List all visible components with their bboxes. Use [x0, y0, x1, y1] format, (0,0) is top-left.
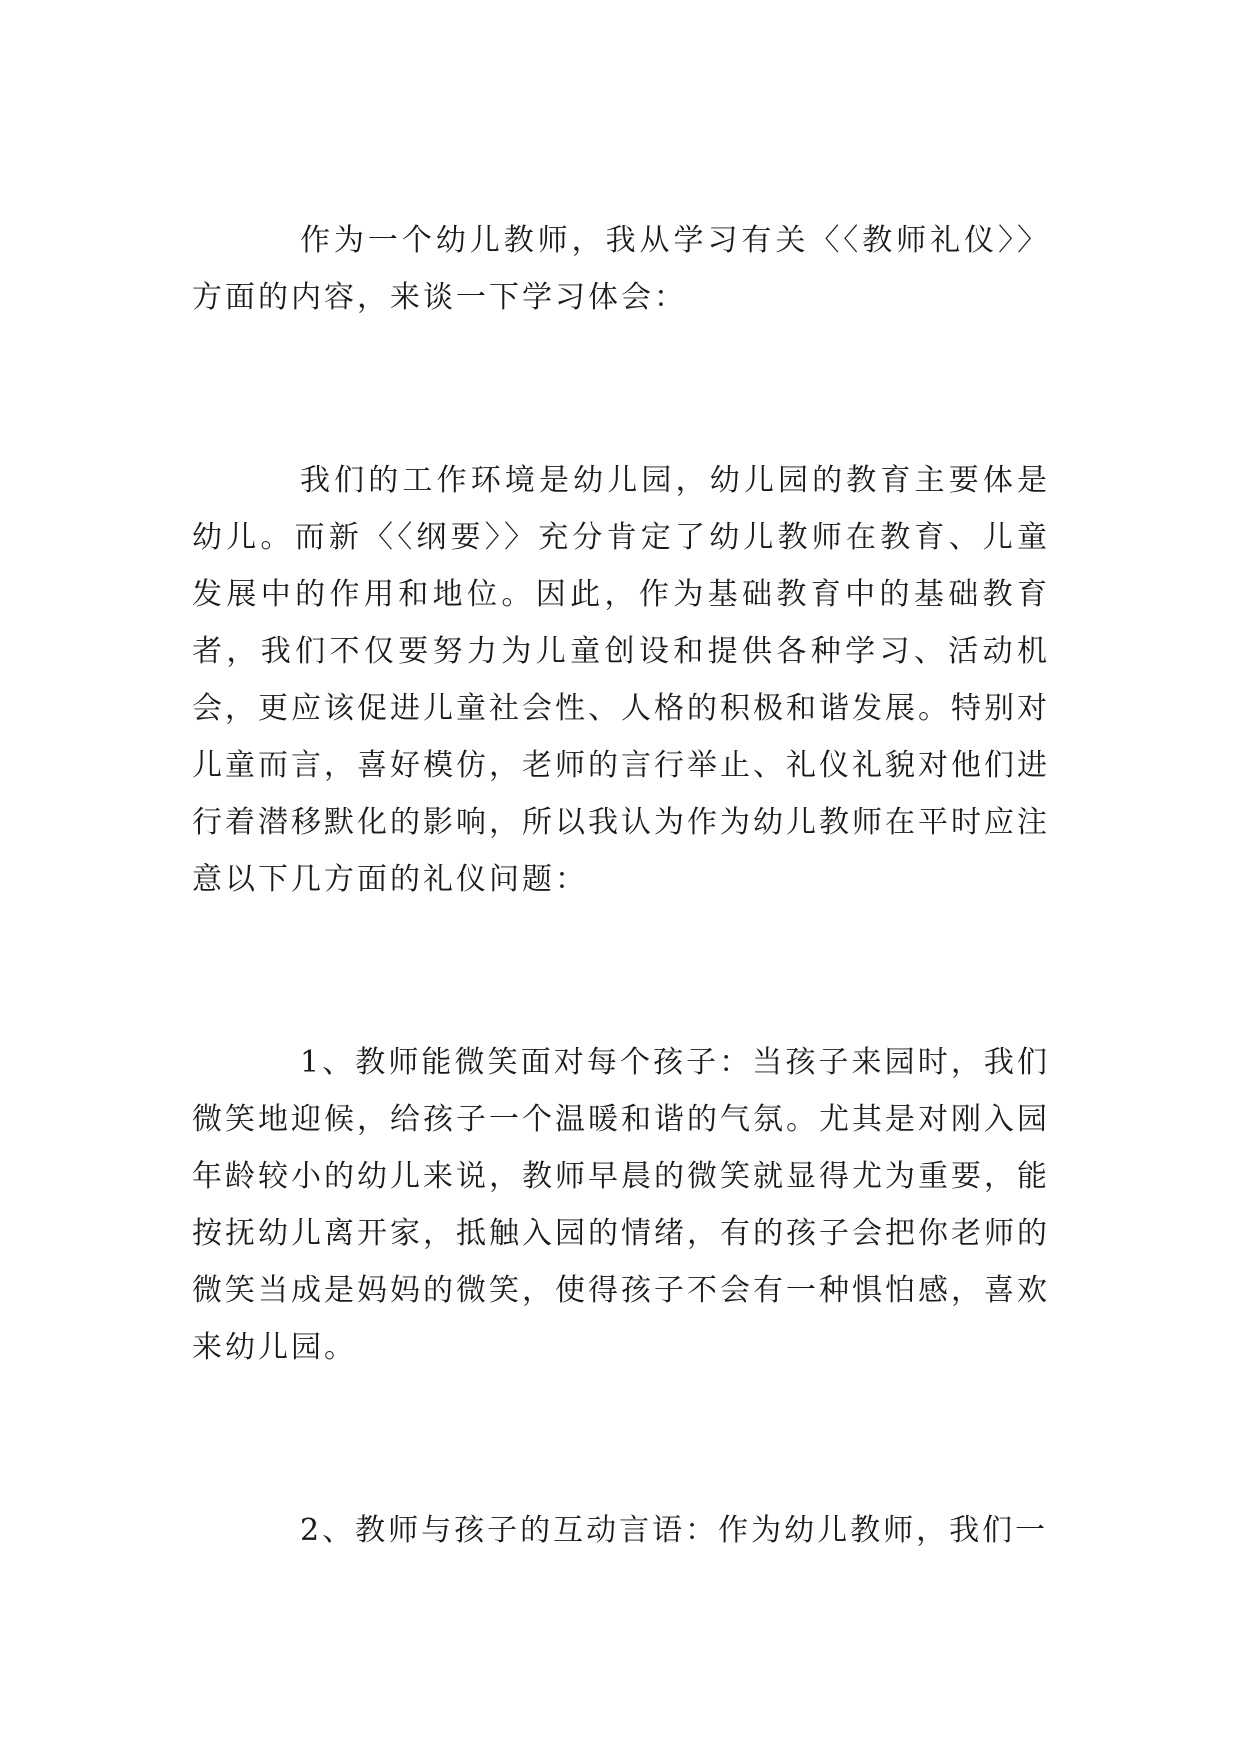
- paragraph-point-2-speech: 2、教师与孩子的互动言语：作为幼儿教师，我们一: [300, 1513, 1049, 1548]
- paragraph-point-1-smile: 1、教师能微笑面对每个孩子：当孩子来园时，我们微笑地迎候，给孩子一个温暖和谐的气氛。尤其是对刚入园年龄较小的幼儿来说，教师早晨的微笑就显得尤为重要，能按抚幼儿离开家，抵触入园的情绪，有的孩子会把你老师的微笑当成是妈妈的微笑，使得孩子不会有一种惧怕感，喜欢来幼儿园。: [192, 1045, 1050, 1365]
- paragraph-intro: 作为一个幼儿教师，我从学习有关〈〈教师礼仪〉〉方面的内容，来谈一下学习体会：: [192, 223, 1050, 315]
- paragraph-work-environment: 我们的工作环境是幼儿园，幼儿园的教育主要体是幼儿。而新〈〈纲要〉〉充分肯定了幼儿教师在教育、儿童发展中的作用和地位。因此，作为基础教育中的基础教育者，我们不仅要努力为儿童创设和提供各种学习、活动机会，更应该促进儿童社会性、人格的积极和谐发展。特别对儿童而言，喜好模仿，老师的言行举止、礼仪礼貌对他们进行着潜移默化的影响，所以我认为作为幼儿教师在平时应注意以下几方面的礼仪问题：: [192, 463, 1050, 897]
